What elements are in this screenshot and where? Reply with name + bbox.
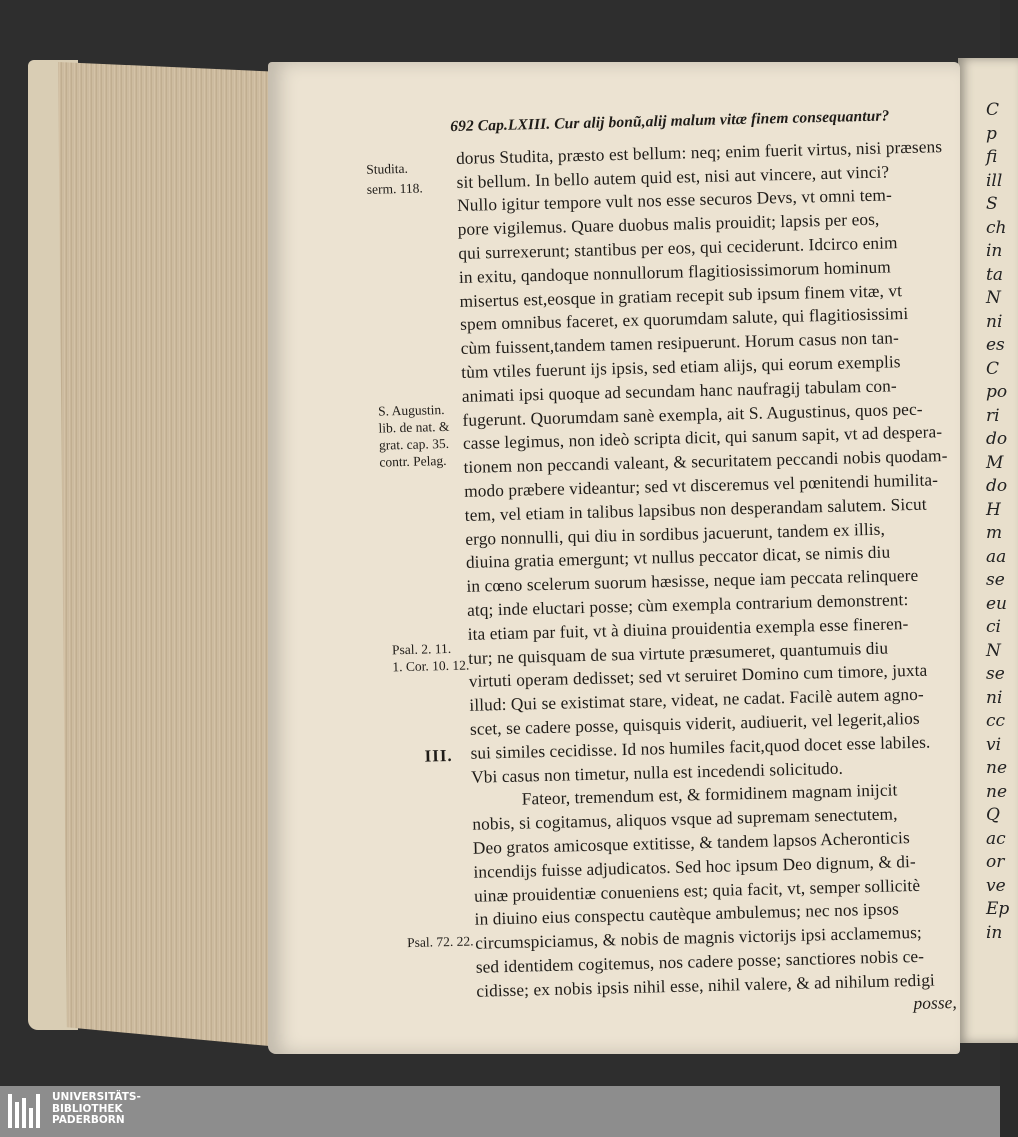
text-line: Nullo igitur tempore vult nos esse securos Devs, vt omni tem- — [456, 185, 893, 216]
facing-page-letter: ill — [986, 170, 1003, 191]
text-line: ergo nonnulli, qui diu in sordibus jacuerunt, tandem ex illis, — [465, 519, 886, 549]
text-line: dorus Studita, præsto est bellum: neq; enim fuerit virtus, nisi præsens — [455, 136, 943, 168]
margin-note-psal-1: Psal. 2. 11. — [391, 640, 452, 658]
margin-note-serm: serm. 118. — [366, 180, 424, 197]
facing-page-letter: ac — [986, 828, 1006, 849]
text-line: spem omnibus faceret, ex quorumdam salute, qui flagitiosissimi — [459, 304, 909, 335]
section-text-line: nobis, si cogitamus, aliquos vsque ad supremam senectutem, — [472, 804, 898, 834]
section-text-line: circumspiciamus, & nobis de magnis victorijs ipsi acclamemus; — [475, 922, 923, 953]
facing-page-letter: C — [986, 100, 1000, 120]
page-edges — [58, 62, 280, 1047]
text-line: virtuti operam dedisset; sed vt seruiret Domino cum timore, juxta — [468, 660, 928, 692]
facing-page-letter: m — [986, 523, 1003, 543]
margin-note-augustin-lib: lib. de nat. & — [378, 418, 450, 436]
running-header: 692 Cap.LXIII. Cur alij bonũ,alij malum vitæ finem consequantur? — [450, 107, 890, 136]
section-text-line: cidisse; ex nobis ipsis nihil esse, nihil valere, & ad nihilum redigi — [476, 970, 936, 1001]
library-footer — [0, 1086, 1000, 1137]
facing-page-letter: ve — [986, 875, 1006, 896]
text-line: ita etiam par fuit, vt à diuina prouidentia exempla esse fineren- — [467, 613, 909, 644]
facing-page-letter: ne — [986, 758, 1008, 778]
text-line: pore vigilemus. Quare duobus malis prouidit; lapsis per eos, — [457, 209, 880, 240]
section-text-line: incendijs fuisse adjudicatos. Sed hoc ipsum Deo dignum, & di- — [473, 851, 917, 882]
section-number: III. — [424, 745, 453, 766]
margin-note-augustin-pelag: contr. Pelag. — [379, 452, 447, 470]
facing-page-letter: N — [986, 640, 1001, 661]
facing-page-fragment — [958, 58, 1018, 1043]
facing-page-letter: H — [986, 499, 1001, 520]
section-text-line: Fateor, tremendum est, & formidinem magnam inijcit — [521, 780, 898, 809]
text-line: cùm fuissent,tandem tamen resipuerunt. Horum casus non tan- — [460, 328, 900, 359]
facing-page-letter: es — [986, 335, 1005, 355]
library-name-line-1: UNIVERSITÄTS- — [52, 1091, 141, 1103]
facing-page-letter: C — [986, 358, 1000, 379]
facing-page-letter: se — [986, 570, 1005, 590]
facing-page-letter: M — [986, 452, 1004, 473]
facing-page-letter: ni — [986, 687, 1003, 708]
facing-page-letter: or — [986, 852, 1005, 872]
margin-note-augustin: S. Augustin. — [377, 402, 445, 419]
section-text-line: uinæ prouidentiæ conueniens est; quia facit, vt, semper sollicitè — [473, 875, 921, 906]
text-line: tionem non peccandi valeant, & securitatem peccandi nobis quodam- — [463, 446, 948, 478]
text-line: Vbi casus non timetur, nulla est incedendi solicitudo. — [470, 758, 844, 787]
facing-page-letter: fi — [986, 147, 998, 167]
text-line: in exitu, qandoque nonnullorum flagitiosissimorum hominum — [458, 257, 892, 287]
library-logo-icon — [8, 1094, 42, 1128]
text-line: casse legimus, non ideò scripta dicit, qui sanum sapit, vt ad despera- — [462, 422, 943, 454]
margin-note-psal-2: Psal. 72. 22. — [406, 933, 474, 951]
text-line: diuina gratia emergunt; vt nullus peccator dicat, se nimis diu — [465, 542, 891, 573]
facing-page-letter: ci — [986, 617, 1001, 637]
library-name-line-2: BIBLIOTHEK — [52, 1102, 123, 1115]
text-line: tur; ne quisquam de sua virtute præsumeret, quantumuis diu — [468, 638, 889, 668]
text-line: atq; inde eluctari posse; cùm exempla contrarium demonstrent: — [466, 590, 909, 620]
text-line: tùm vtiles fuerunt ijs ipsis, sed etiam alijs, qui eorum exemplis — [461, 352, 901, 382]
margin-note-augustin-cap: grat. cap. 35. — [378, 435, 450, 453]
facing-page-letter: Q — [986, 805, 1000, 825]
facing-page-letter: Ep — [986, 899, 1010, 919]
facing-page-letter: po — [986, 382, 1008, 402]
facing-page-letter: aa — [986, 546, 1007, 567]
facing-page-letter: vi — [986, 734, 1002, 755]
section-text-line: sed identidem cogitemus, nos cadere posse; sanctiores nobis ce- — [475, 946, 925, 977]
page-text — [450, 103, 967, 1027]
facing-page-letter: se — [986, 664, 1005, 684]
facing-page-letter: N — [986, 288, 1001, 308]
library-name — [52, 1092, 141, 1127]
text-line: scet, se cadere posse, quisquis viderit, audiuerit, vel legerit,alios — [469, 708, 920, 739]
text-line: tem, vel etiam in talibus lapsibus non desperandam salutem. Sicut — [464, 494, 927, 525]
facing-page-letter: do — [986, 476, 1008, 496]
catchword: posse, — [913, 993, 958, 1014]
facing-page-letter: p — [986, 123, 997, 144]
facing-page-letter: eu — [986, 593, 1008, 614]
text-line: sit bellum. In bello autem quid est, nisi aut vincere, aut vinci? — [456, 162, 890, 192]
facing-page-letter: do — [986, 429, 1008, 449]
facing-page-letter: ta — [986, 264, 1003, 285]
margin-note-cor: 1. Cor. 10. 12. — [392, 657, 470, 675]
text-line: animati ipsi quoque ad secundam hanc naufragij tabulam con- — [461, 376, 897, 406]
text-line: misertus est,eosque in gratiam recepit sub ipsum finem vitæ, vt — [459, 280, 903, 311]
text-line: illud: Qui se existimat stare, videat, ne cadat. Facilè autem agno- — [469, 684, 924, 715]
text-line: fugerunt. Quorumdam sanè exempla, ait S. Augustinus, quos pec- — [462, 399, 923, 430]
margin-note-studita: Studita. — [366, 160, 409, 177]
facing-page-letter: cc — [986, 711, 1006, 731]
section-text-line: in diuino eius conspectu cautèque ambulemus; nec nos ipsos — [474, 899, 900, 930]
facing-page-letter: ne — [986, 781, 1008, 802]
facing-page-letter: in — [986, 922, 1003, 943]
facing-page-letter: ch — [986, 217, 1007, 238]
facing-page-letter: in — [986, 241, 1003, 261]
text-line: modo præbere videantur; sed vt disceremus vel pœnitendi humilita- — [463, 470, 939, 501]
text-line: in cœno scelerum suorum hæsisse, neque iam peccata relinquere — [466, 565, 919, 596]
facing-page-letter: S — [986, 194, 998, 214]
text-line: qui surrexerunt; stantibus per eos, qui ceciderunt. Idcirco enim — [458, 233, 898, 263]
facing-page-letter: ri — [986, 405, 1000, 426]
facing-page-letter: ni — [986, 311, 1003, 332]
library-name-line-3: PADERBORN — [52, 1114, 125, 1126]
text-line: sui similes cecidisse. Id nos humiles facit,quod docet esse labiles. — [470, 732, 931, 763]
section-text-line: Deo gratos amicosque extitisse, & tandem lapsos Acheronticis — [472, 828, 911, 858]
